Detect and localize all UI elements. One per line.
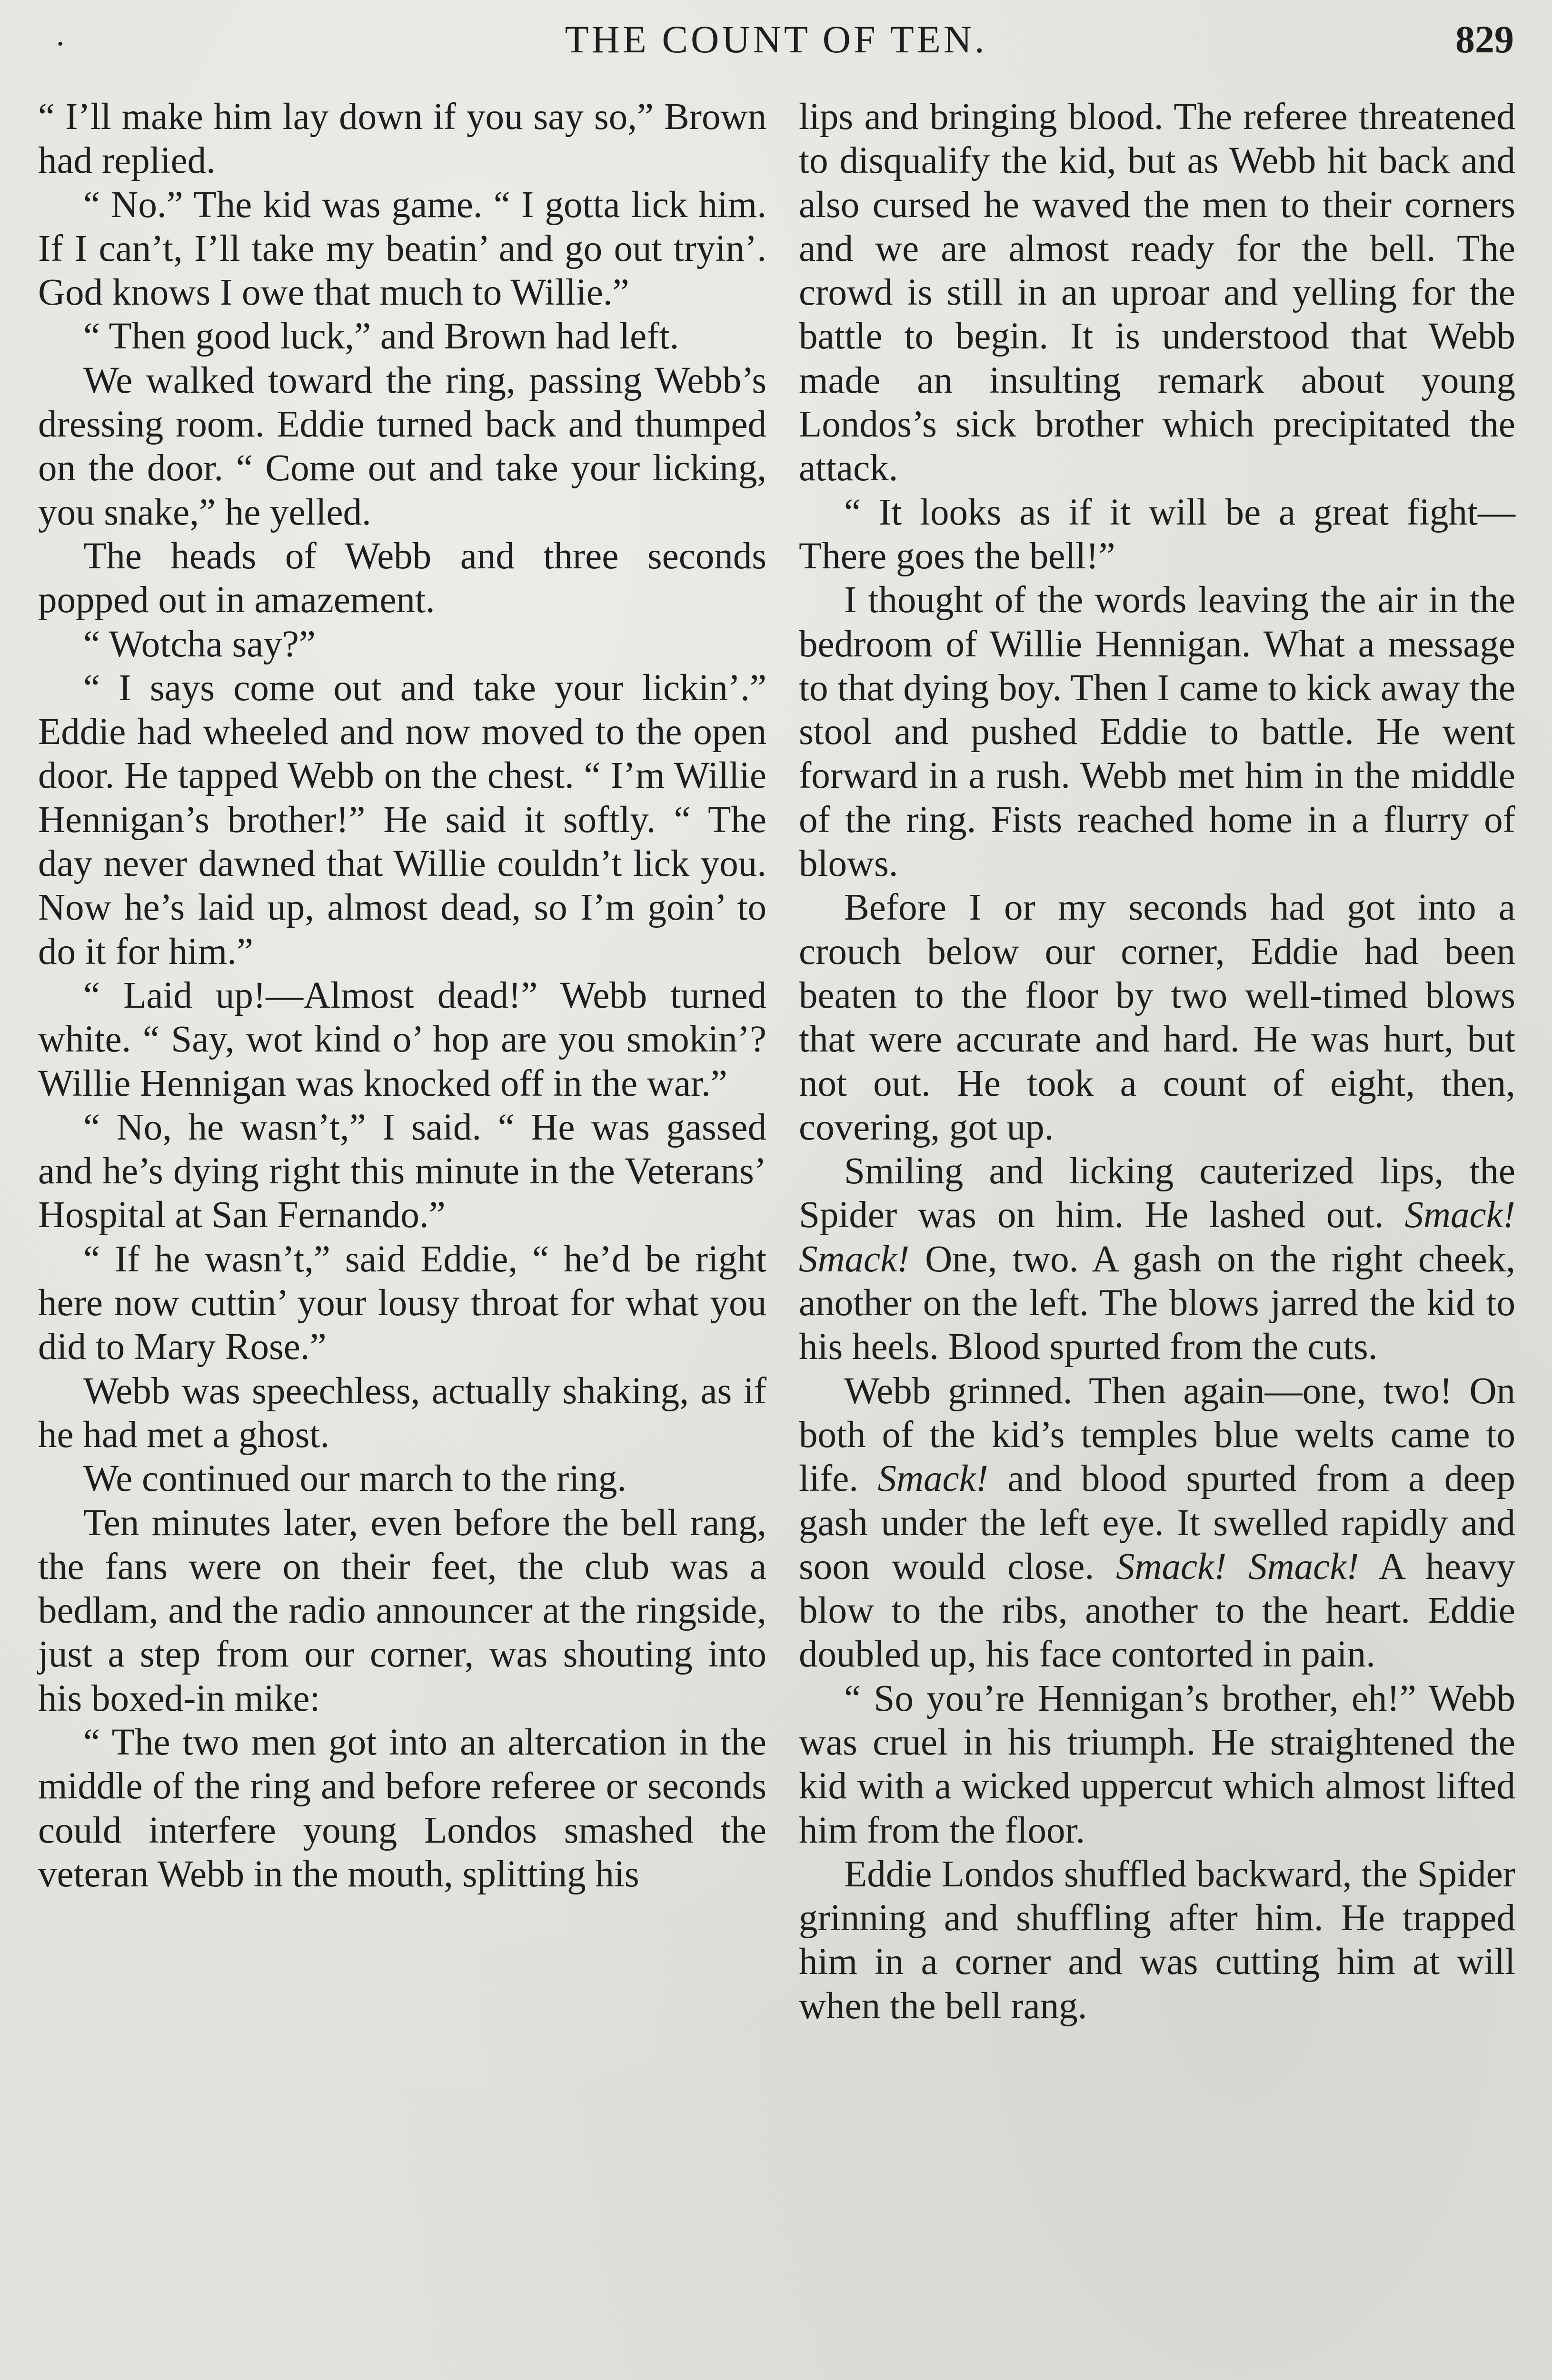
header-mark: ·: [55, 26, 66, 62]
paragraph: “ No.” The kid was game. “ I gotta lick him. If I can’t, I’ll take my beatin’ and go out tryin’. God knows I owe that much to Willie.”: [38, 184, 766, 314]
paragraph: [799, 1150, 1515, 1369]
paragraph: “ No, he wasn’t,” I said. “ He was gassed and he’s dying right this minute in the Veterans’ Hospital at San Fernando.”: [38, 1106, 766, 1236]
paragraph: “ It looks as if it will be a great fight— There goes the bell!”: [799, 491, 1515, 577]
running-header: [33, 9, 1519, 66]
paragraph: We walked toward the ring, passing Webb’s dressing room. Eddie turned back and thumped on the door. “ Come out and take your licking, you snake,” he yelled.: [38, 359, 766, 533]
paragraph: The heads of Webb and three seconds popped out in amazement.: [38, 535, 766, 621]
sound-effect: Smack! Smack!: [1115, 1546, 1359, 1587]
paragraph: Before I or my seconds had got into a crouch below our corner, Eddie had been beaten to the floor by two well-timed blows that were accurate and hard. He was hurt, but not out. He took a count of eight, then, covering, got up.: [799, 887, 1515, 1148]
paragraph: “ So you’re Hennigan’s brother, eh!” Webb was cruel in his triumph. He straightened the kid with a wicked uppercut which almost lifted him from the floor.: [799, 1677, 1515, 1851]
paragraph: Eddie Londos shuffled backward, the Spider grinning and shuffling after him. He trapped him in a corner and was cutting him at will when the bell rang.: [799, 1853, 1515, 2027]
paragraph: I thought of the words leaving the air in the bedroom of Willie Hennigan. What a message to that dying boy. Then I came to kick away the stool and pushed Eddie to battle. He went forward in a rush. Webb met him in the middle of the ring. Fists reached home in a flurry of blows.: [799, 579, 1515, 885]
running-title: THE COUNT OF TEN.: [565, 18, 987, 61]
paragraph: “ If he wasn’t,” said Eddie, “ he’d be right here now cuttin’ your lousy throat for what you did to Mary Rose.”: [38, 1238, 766, 1368]
paragraph: “ Wotcha say?”: [83, 623, 316, 665]
paragraph: lips and bringing blood. The referee threatened to disqualify the kid, but as Webb hit back and also cursed he waved the men to their corners and we are almost ready for the bell. The crowd is still in an uproar and yelling for the battle to begin. It is understood that Webb made an insulting remark about young Londos’s sick brother which precipitated the attack.: [799, 96, 1515, 489]
paragraph: “ I’ll make him lay down if you say so,” Brown had replied.: [38, 96, 766, 182]
paragraph: “ Laid up!—Almost dead!” Webb turned white. “ Say, wot kind o’ hop are you smokin’? Willie Hennigan was knocked off in the war.”: [38, 974, 766, 1104]
sound-effect: Smack!: [877, 1458, 988, 1500]
right-column: [799, 95, 1515, 2028]
paragraph: “ The two men got into an altercation in the middle of the ring and before referee or seconds could interfere young Londos smashed the veteran Webb in the mouth, splitting his: [38, 1721, 766, 1895]
text-run: A heavy blow to the ribs, another to the heart. Eddie doubled up, his face contorted in pain.: [799, 1546, 1515, 1676]
sound-effect: Smack! Smack!: [799, 1194, 1515, 1280]
paragraph: [799, 1369, 1515, 1677]
paragraph: “ Then good luck,” and Brown had left.: [83, 316, 679, 357]
paragraph: “ I says come out and take your lickin’.” Eddie had wheeled and now moved to the open door. He tapped Webb on the chest. “ I’m Willie Hennigan’s brother!” He said it softly. “ The day never dawned that Willie couldn’t lick you. Now he’s laid up, almost dead, so I’m goin’ to do it for him.”: [38, 667, 766, 972]
text-run: and blood spurted from a deep gash under the left eye. It swelled rapidly and soon would close.: [799, 1458, 1515, 1587]
paragraph: We continued our march to the ring.: [83, 1458, 627, 1500]
paragraph: Ten minutes later, even before the bell rang, the fans were on their feet, the club was a bedlam, and the radio announcer at the ringside, just a step from our corner, was shouting into his boxed-in mike:: [38, 1502, 766, 1719]
text-run: One, two. A gash on the right cheek, another on the left. The blows jarred the kid to his heels. Blood spurted from the cuts.: [799, 1238, 1515, 1368]
text-run: Smiling and licking cauterized lips, the Spider was on him. He lashed out.: [799, 1150, 1515, 1236]
page-number: 829: [1455, 18, 1514, 61]
paragraph: Webb was speechless, actually shaking, as if he had met a ghost.: [38, 1370, 766, 1456]
text-run: Webb grinned. Then again—one, two! On both of the kid’s temples blue welts came to life.: [799, 1370, 1515, 1500]
left-column: [38, 95, 766, 1896]
